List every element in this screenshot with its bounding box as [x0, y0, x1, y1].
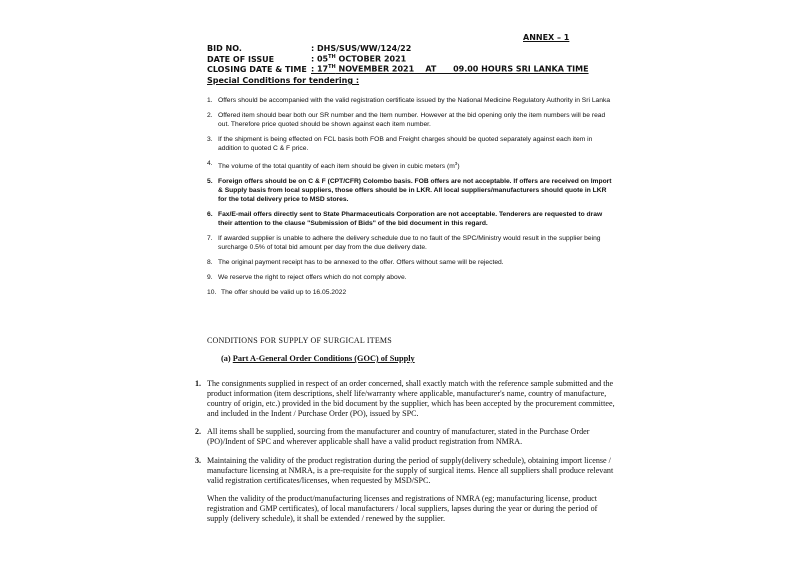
issue-date-row — [207, 54, 406, 64]
goc-text: The consignments supplied in respect of an order concerned, shall exactly match with the reference sample submitted and the product information (item descriptions, shelf life/warranty where applicable, manufacturer's name, country of manufacture, country of origin, etc.) provided in the bid document by the supplier, which has been accepted by the procurement committee, and included in the Indent / Purchase Order (PO), issued by SPC. — [207, 379, 615, 419]
condition-text: If the shipment is being effected on FCL basis both FOB and Freight charges should be quoted separately against each item in addition to quoted C & F price. — [218, 136, 593, 152]
goc-text: Maintaining the validity of the product registration during the period of supply(delivery schedule), obtaining import license / manufacture licensing at NMRA, is a pre-requisite for the supply of surgical items. Hence all suppliers shall produce relevant valid registration certificates/licenses, when requested by MSD/SPC. — [207, 455, 614, 485]
condition-text: The volume of the total quantity of each item should be given in cubic meters (m — [218, 163, 455, 171]
bid-no-value: : DHS/SUS/WW/124/22 — [311, 44, 412, 53]
condition-text: Fax/E-mail offers directly sent to State Pharmaceuticals Corporation are not acceptable. Tenderers are requested to draw their attention to the clause "Submission of Bids" of the bid document in this regard. — [218, 211, 603, 228]
condition-number: 1. — [207, 97, 213, 104]
part-a-title: Part A-General Order Conditions (GOC) of Supply — [232, 354, 415, 363]
goc-number: 1. — [195, 379, 202, 388]
goc-text: All items shall be supplied, sourcing from the manufacturer and country of manufacturer, stated in the Purchase Order (PO)/Indent of SPC and wherever applicable shall have a valid product registration from NMRA. — [207, 427, 590, 447]
goc-item — [195, 379, 618, 419]
condition-number: 5. — [207, 178, 213, 186]
condition-number: 7. — [207, 235, 213, 243]
special-conditions-list — [207, 96, 617, 303]
condition-item — [207, 234, 617, 252]
condition-number: 10. — [207, 289, 217, 297]
condition-text: If awarded supplier is unable to adhere the delivery schedule due to no fault of the SPC/Ministry would result in the supplier being surcharge 0.5% of total bid amount per day from the due delivery date. — [218, 235, 601, 252]
goc-item — [195, 456, 618, 525]
condition-text: Foreign offers should be on C & F (CPT/CFR) Colombo basis. FOB offers are not acceptable. If offers are received on Import & Supply basis from local suppliers, those offers should be in LKR. All local suppliers/manufacturers should quote in LKR for the total delivery price to MSD stores. — [218, 178, 612, 204]
bid-no-label: BID NO. — [207, 44, 242, 53]
condition-number: 6. — [207, 211, 213, 219]
special-conditions-title: Special Conditions for tendering : — [207, 76, 360, 85]
closing-date-sup: TH — [328, 64, 336, 70]
condition-text: We reserve the right to reject offers which do not comply above. — [218, 274, 407, 282]
condition-item — [207, 111, 617, 129]
closing-date-prefix: : 17 — [311, 64, 329, 74]
condition-text-suffix: ) — [457, 163, 460, 171]
goc-number: 3. — [195, 455, 202, 465]
issue-date-prefix: : 05 — [311, 54, 329, 64]
issue-date-suffix: OCTOBER 2021 — [335, 54, 407, 64]
condition-text: Offers should be accompanied with the valid registration certificate issued by the National Medicine Regulatory Authority in Sri Lanka — [218, 97, 611, 104]
issue-date-label: DATE OF ISSUE — [207, 54, 275, 64]
closing-date-row — [207, 64, 589, 74]
condition-item — [207, 135, 617, 153]
surgical-conditions-title: CONDITIONS FOR SUPPLY OF SURGICAL ITEMS — [207, 336, 392, 345]
part-a-prefix: (a) — [221, 354, 233, 363]
goc-text-continued: When the validity of the product/manufacturing licenses and registrations of NMRA (eg; manufacturing license, product registration and GMP certificates), of local manufacturers / local suppliers, lapses during the year or during the period of supply (delivery schedule), it shall be extended / renewed by the supplier. — [207, 493, 598, 524]
issue-date-sup: TH — [328, 54, 336, 60]
condition-number: 2. — [207, 112, 213, 119]
goc-number: 2. — [195, 427, 202, 437]
condition-superscript: 3 — [454, 161, 458, 166]
closing-date-label: CLOSING DATE & TIME — [207, 64, 307, 74]
condition-item — [207, 159, 617, 171]
bid-no-row — [207, 44, 411, 53]
condition-item — [207, 258, 617, 267]
condition-number: 4. — [207, 160, 213, 167]
condition-item — [207, 96, 617, 105]
condition-item — [207, 177, 617, 204]
condition-item — [207, 288, 617, 297]
condition-item — [207, 273, 617, 282]
condition-number: 8. — [207, 259, 213, 267]
annex-label: ANNEX – 1 — [523, 33, 570, 42]
condition-text: Offered item should bear both our SR number and the Item number. However at the bid opening only the item numbers will be read out. Therefore price quoted should be shown against each item number. — [218, 112, 606, 128]
condition-number: 3. — [207, 136, 213, 143]
goc-list — [195, 379, 618, 532]
condition-text: The offer should be valid up to 16.05.2022 — [221, 289, 347, 297]
condition-text: The original payment receipt has to be annexed to the offer. Offers without same will be rejected. — [218, 259, 504, 267]
closing-date-suffix: NOVEMBER 2021 AT 09.00 HOURS SRI LANKA TIME — [335, 64, 589, 74]
part-a-heading — [221, 354, 415, 363]
condition-number: 9. — [207, 274, 213, 282]
condition-item — [207, 210, 617, 228]
goc-item — [195, 427, 618, 447]
